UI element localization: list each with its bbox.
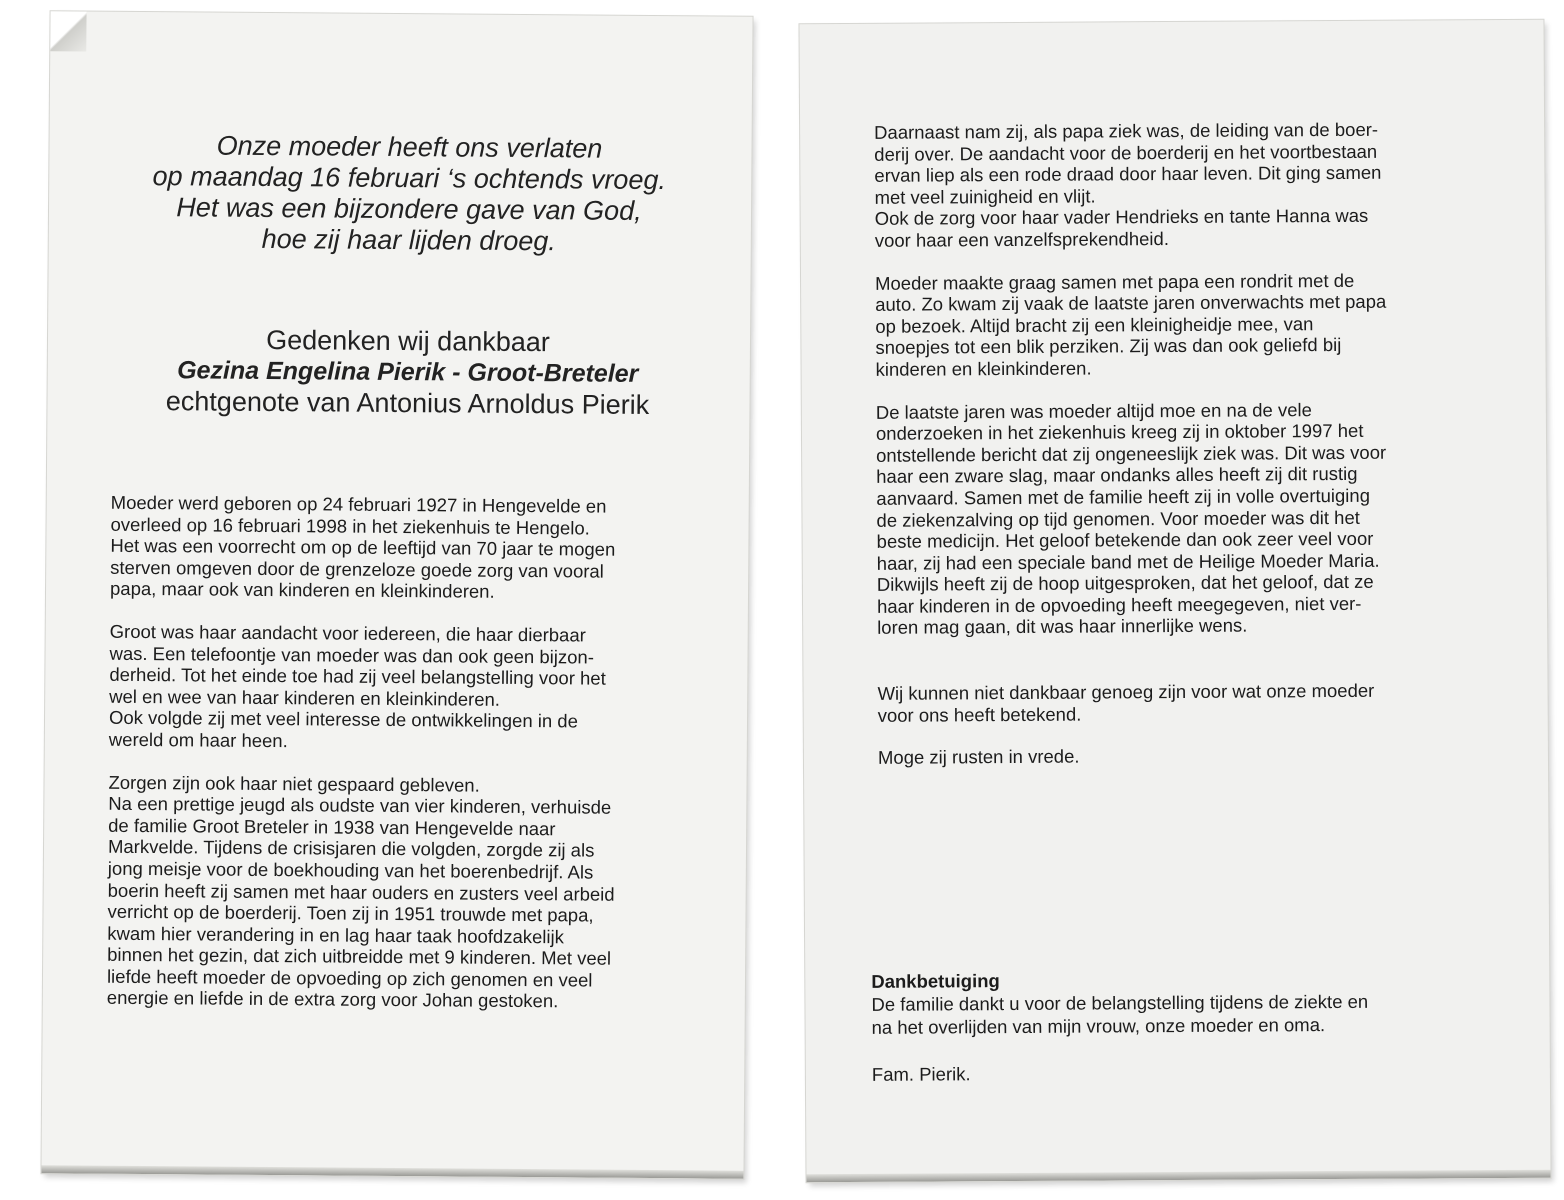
acknowledgement-line: De familie dankt u voor de belangstelling tijdens de ziekte en [871,990,1369,1015]
text-line: binnen het gezin, dat zich uitbreidde met 9 kinderen. Met veel [107,944,612,969]
text-line: haar een zware slag, maar ondanks alles heeft zij dit rustig [876,463,1358,488]
text-line: liefde heeft moeder de opvoeding op zich genomen en veel [106,965,593,991]
right-body-text [874,118,1448,789]
text-line: derheid. Tot het einde toe had zij veel belangstelling voor het [109,663,606,689]
text-line: kwam hier verandering in en lag haar taak hoofdzakelijk [107,922,564,948]
text-line: De laatste jaren was moeder altijd moe en na de vele [875,398,1312,423]
paragraph-life [107,771,685,1013]
poem-line: hoe zij haar lijden droeg. [261,223,556,257]
text-line: jong meisje voor de boekhouding van het boerenbedrijf. Als [107,857,594,883]
text-line: Zorgen zijn ook haar niet gespaard gebleven. [108,771,480,796]
acknowledgement-heading: Dankbetuiging [871,970,1000,992]
acknowledgement [871,966,1452,1086]
text-line: kinderen en kleinkinderen. [875,357,1092,380]
folded-corner [50,11,86,51]
text-line: overleed op 16 februari 1998 in het ziekenhuis te Hengelo. [110,513,590,539]
text-line: sterven omgeven door de grenzeloze goede zorg van vooral [110,556,604,582]
text-line: de ziekenzalving op tijd genomen. Voor moeder was dit het [876,506,1360,531]
left-body-text [107,492,687,1035]
text-line: ervan liep als een rode draad door haar leven. Dit ging samen [874,161,1382,187]
text-line: voor haar een vanzelfsprekendheid. [874,227,1169,251]
paragraph-visits [875,269,1446,380]
text-line: verricht op de boerderij. Toen zij in 1951 trouwde met papa, [107,900,594,926]
left-page [41,11,752,1178]
page-edge-shadow [806,1170,1550,1183]
poem [109,130,710,259]
right-page [799,20,1550,1183]
page-edge-shadow [41,1165,743,1179]
text-line: Daarnaast nam zij, als papa ziek was, de leiding van de boer- [874,118,1379,143]
text-line: papa, maar ook van kinderen en kleinkinderen. [109,578,495,603]
paragraph-birth [110,492,687,604]
paragraph-rest [878,744,1448,769]
text-line: Wij kunnen niet dankbaar genoeg zijn voor wat onze moeder [877,679,1375,704]
poem-line: Onze moeder heeft ons verlaten [216,130,603,164]
text-line: snoepjes tot een blik perziken. Zij was dan ook geliefd bij [875,334,1342,359]
text-line: Dikwijls heeft zij de hoop uitgesproken, dat het geloof, dat ze [876,571,1374,596]
text-line: aanvaard. Samen met de familie heeft zij in volle overtuiging [876,484,1371,509]
acknowledgement-line: na het overlijden van mijn vrouw, onze moeder en oma. [871,1014,1326,1038]
text-line: Het was een voorrecht om op de leeftijd van 70 jaar te mogen [110,534,616,560]
poem-line: Het was een bijzondere gave van God, [176,192,642,226]
text-line: energie en liefde in de extra zorg voor Johan gestoken. [106,987,559,1012]
deceased-name: Gezina Engelina Pierik - Groot-Breteler [177,356,639,388]
text-line: met veel zuinigheid en vlijt. [874,185,1096,208]
text-line: Moeder werd geboren op 24 februari 1927 in Hengevelde en [110,491,607,517]
text-line: haar, zij had een speciale band met de Heilige Moeder Maria. [876,549,1380,574]
text-line: derij over. De aandacht voor de boerderij en het voortbestaan [874,140,1378,165]
text-line: op bezoek. Altijd bracht zij een kleinigheidje mee, van [875,312,1314,337]
text-line: loren mag gaan, dit was haar innerlijke wens. [877,615,1248,639]
text-line: wereld om haar heen. [108,728,288,752]
text-line: voor ons heeft betekend. [877,703,1082,726]
text-line: boerin heeft zij samen met haar ouders en zusters veel arbeid [107,879,615,905]
paragraph-farm [874,118,1445,251]
text-line: Ook de zorg voor haar vader Hendrieks en tante Hanna was [874,205,1369,230]
paragraph-illness [876,398,1447,639]
text-line: Markvelde. Tijdens de crisisjaren die volgden, zorgde zij als [107,836,595,861]
text-line: Moeder maakte graag samen met papa een rondrit met de [874,269,1355,294]
poem-line: op maandag 16 februari ‘s ochtends vroeg. [152,161,667,196]
paragraph-attention [109,621,686,755]
spouse-line: echtgenote van Antonius Arnoldus Pierik [165,386,650,420]
text-line: haar kinderen in de opvoeding heeft meegegeven, niet ver- [876,592,1362,617]
memorial-heading [107,324,708,422]
text-line: onderzoeken in het ziekenhuis kreeg zij in oktober 1997 het [875,419,1364,444]
text-line: wel en wee van haar kinderen en kleinkinderen. [109,685,501,710]
text-line: ontstellende bericht dat zij ongeneeslijk ziek was. Dit was voor [876,441,1387,466]
text-line: Groot was haar aandacht voor iedereen, die haar dierbaar [109,620,586,646]
memorial-intro: Gedenken wij dankbaar [266,324,550,358]
paragraph-gratitude [877,679,1447,726]
family-signoff: Fam. Pierik. [871,1063,971,1085]
text-line: Na een prettige jeugd als oudste van vier kinderen, verhuisde [108,792,612,818]
text-line: auto. Zo kwam zij vaak de laatste jaren onverwachts met papa [875,290,1387,315]
text-line: Moge zij rusten in vrede. [877,745,1080,769]
text-line: beste medicijn. Het geloof betekende dan ook zeer veel voor [876,527,1374,552]
text-line: de familie Groot Breteler in 1938 van Hengevelde naar [108,814,556,839]
text-line: was. Een telefoontje van moeder was dan ook geen bijzon- [109,642,594,668]
text-line: Ook volgde zij met veel interesse de ontwikkelingen in de [108,707,579,732]
